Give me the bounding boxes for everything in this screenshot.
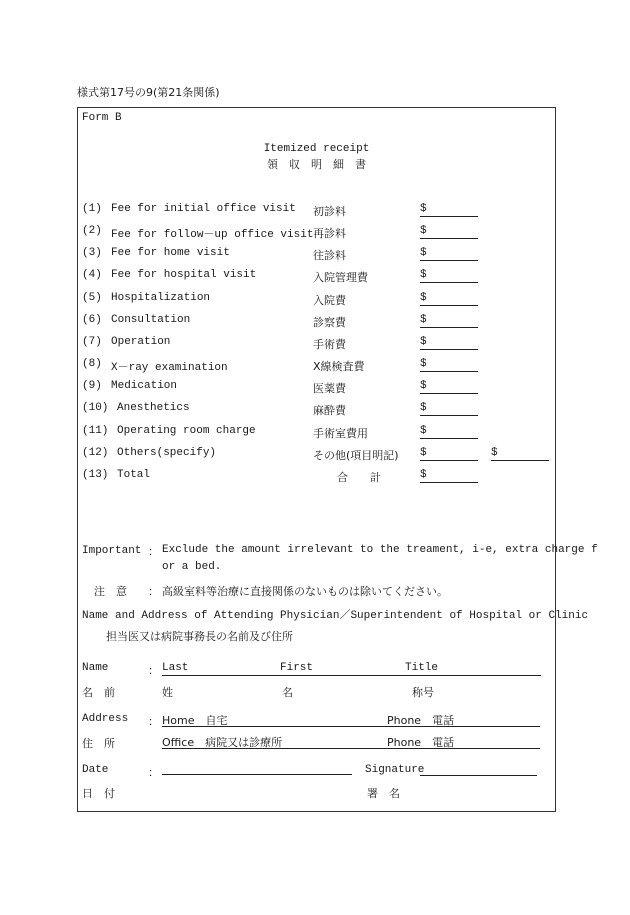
name-colon: ：: [148, 666, 159, 678]
item-number: (9): [82, 380, 102, 392]
address-label: Address: [82, 713, 129, 725]
important-text-line2: or a bed.: [162, 561, 222, 573]
last-name-label-jp: 姓: [162, 686, 173, 699]
amount-field[interactable]: $: [420, 224, 478, 239]
important-colon-jp: ：: [148, 587, 159, 599]
important-colon: ：: [148, 547, 159, 559]
title-japanese: 領 収 明 細 書: [267, 158, 366, 171]
name-label-jp: 名 前: [82, 686, 115, 699]
title-english: Itemized receipt: [263, 143, 370, 155]
item-label-en: Fee for home visit: [111, 247, 230, 259]
important-text-jp: 高級室料等治療に直接関係のないものは除いてください。: [162, 585, 448, 598]
item-label-en: Others(specify): [117, 447, 217, 459]
item-label-en: Operating room charge: [117, 425, 256, 437]
item-label-en: Medication: [111, 380, 178, 392]
item-number: (13): [82, 469, 109, 481]
name-field[interactable]: [162, 661, 541, 676]
amount-field[interactable]: $: [420, 446, 478, 461]
amount-field[interactable]: $: [420, 379, 478, 394]
first-name-label-jp: 名: [282, 686, 293, 699]
amount-field-specify[interactable]: $: [491, 446, 549, 461]
item-number: (4): [82, 269, 102, 281]
item-label-jp: 再診料: [313, 227, 346, 240]
item-label-en: Hospitalization: [111, 292, 211, 304]
amount-field[interactable]: $: [420, 401, 478, 416]
item-number: (12): [82, 447, 109, 459]
signature-field[interactable]: [420, 761, 537, 776]
title-label-jp: 称号: [412, 686, 434, 699]
item-label-en: X－ray examination: [111, 362, 228, 374]
office-label: Office 病院又は診療所: [162, 736, 283, 749]
date-colon: ：: [148, 768, 159, 780]
item-label-en: Fee for follow－up office visit: [111, 229, 314, 241]
item-label-jp: 合 計: [337, 471, 381, 484]
address-label-jp: 住 所: [82, 737, 115, 750]
home-phone-label: Phone 電話: [387, 714, 455, 727]
item-number: (11): [82, 425, 109, 437]
title-label: Title: [405, 662, 439, 674]
important-text-line1: Exclude the amount irrelevant to the treament, i-e, extra charge f: [162, 544, 598, 556]
item-label-jp: 医薬費: [313, 382, 346, 395]
amount-field[interactable]: $: [420, 424, 478, 439]
item-label-en: Total: [117, 469, 151, 481]
item-number: (10): [82, 402, 109, 414]
last-name-label: Last: [162, 662, 189, 674]
form-label: Form B: [82, 112, 122, 124]
item-label-en: Fee for hospital visit: [111, 269, 257, 281]
signature-label: Signature: [365, 764, 425, 776]
amount-field[interactable]: $: [420, 246, 478, 261]
item-label-en: Consultation: [111, 314, 191, 326]
first-name-label: First: [280, 662, 314, 674]
important-label-jp: 注 意: [94, 585, 127, 598]
item-number: (8): [82, 358, 102, 370]
amount-field[interactable]: $: [420, 202, 478, 217]
item-label-jp: 往診料: [313, 249, 346, 262]
item-label-jp: 初診料: [313, 205, 346, 218]
document-number-label: 様式第17号の9(第21条関係): [77, 86, 220, 99]
item-label-jp: 手術費: [313, 338, 346, 351]
item-label-jp: 手術室費用: [313, 427, 368, 440]
important-label: Important: [82, 545, 142, 557]
amount-field[interactable]: $: [420, 335, 478, 350]
address-colon: ：: [148, 717, 159, 729]
physician-heading-jp: 担当医又は病院事務長の名前及び住所: [106, 630, 293, 643]
amount-field[interactable]: $: [420, 291, 478, 306]
amount-field[interactable]: $: [420, 268, 478, 283]
item-label-jp: X線検査費: [313, 360, 365, 373]
item-number: (1): [82, 203, 102, 215]
item-label-jp: 診察費: [313, 316, 346, 329]
physician-heading-en: Name and Address of Attending Physician／Superintendent of Hospital or Clinic: [82, 610, 589, 622]
item-label-jp: 入院費: [313, 294, 346, 307]
date-label-jp: 日 付: [82, 787, 115, 800]
name-label: Name: [82, 662, 109, 674]
date-field[interactable]: [162, 760, 352, 775]
item-label-jp: 麻酔費: [313, 404, 346, 417]
item-label-en: Fee for initial office visit: [111, 203, 296, 215]
home-label: Home 自宅: [162, 714, 228, 727]
item-number: (2): [82, 225, 102, 237]
item-number: (7): [82, 336, 102, 348]
office-phone-label: Phone 電話: [387, 736, 455, 749]
amount-field[interactable]: $: [420, 468, 478, 483]
item-number: (6): [82, 314, 102, 326]
amount-field[interactable]: $: [420, 357, 478, 372]
item-label-en: Operation: [111, 336, 171, 348]
item-label-jp: その他(項目明記): [313, 449, 399, 462]
item-label-en: Anesthetics: [117, 402, 190, 414]
item-label-jp: 入院管理費: [313, 271, 368, 284]
item-number: (5): [82, 292, 102, 304]
date-label: Date: [82, 764, 109, 776]
item-number: (3): [82, 247, 102, 259]
amount-field[interactable]: $: [420, 313, 478, 328]
signature-label-jp: 署 名: [367, 787, 400, 800]
